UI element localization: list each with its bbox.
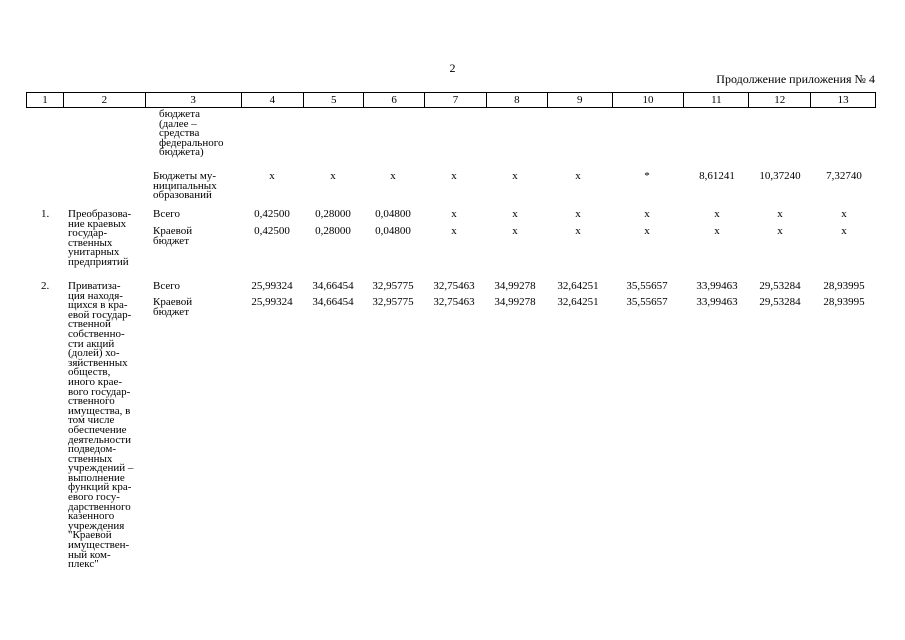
row-name: Приватиза- ция находя- щихся в кра- евой государ- ственной собственно- сти акций (долей) хо- зяйственных обществ, иного крае- вого государ- ственного имущества, в том числе обеспечение деятельности подведом- ственных учреждений – выполнение функций кра- евого госу- дарственного казенного учреждения "Краевой имуществен- ный ком- плекс" — [68, 280, 134, 571]
column-header-6: 6 — [364, 93, 425, 107]
value-cell-col-8: 34,99278 — [494, 296, 536, 308]
value-cell-col-4: 25,99324 — [251, 296, 293, 308]
column-header-9: 9 — [548, 93, 613, 107]
column-header-4: 4 — [242, 93, 305, 107]
value-cell-col-9: x — [575, 225, 581, 237]
row-number: 1. — [41, 208, 50, 220]
row-name: Преобразова- ние краевых государ- ственных унитарных предприятий — [68, 208, 132, 268]
value-cell-col-6: 32,95775 — [372, 280, 414, 292]
value-cell-col-10: * — [644, 170, 650, 182]
source-cell: бюджета (далее – средства федерального бюджета) — [159, 108, 224, 159]
value-cell-col-8: x — [512, 208, 518, 220]
value-cell-col-11: x — [714, 208, 720, 220]
value-cell-col-5: 0,28000 — [315, 225, 351, 237]
value-cell-col-4: 0,42500 — [254, 225, 290, 237]
value-cell-col-7: x — [451, 225, 457, 237]
page-number: 2 — [449, 61, 456, 75]
value-cell-col-9: x — [575, 208, 581, 220]
value-cell-col-13: x — [841, 208, 847, 220]
value-cell-col-10: 35,55657 — [626, 296, 668, 308]
column-header-10: 10 — [613, 93, 685, 107]
column-header-2: 2 — [64, 93, 146, 107]
column-header-12: 12 — [749, 93, 811, 107]
value-cell-col-8: x — [512, 170, 518, 182]
source-cell: Всего — [153, 280, 180, 292]
value-cell-col-8: 34,99278 — [494, 280, 536, 292]
value-cell-col-5: x — [330, 170, 336, 182]
column-header-7: 7 — [425, 93, 487, 107]
column-header-1: 1 — [27, 93, 64, 107]
value-cell-col-13: 28,93995 — [823, 280, 865, 292]
value-cell-col-12: 10,37240 — [759, 170, 801, 182]
value-cell-col-8: x — [512, 225, 518, 237]
value-cell-col-5: 34,66454 — [312, 296, 354, 308]
source-cell: Краевой бюджет — [153, 296, 193, 318]
value-cell-col-7: 32,75463 — [433, 280, 475, 292]
value-cell-col-5: 34,66454 — [312, 280, 354, 292]
value-cell-col-7: x — [451, 208, 457, 220]
value-cell-col-7: 32,75463 — [433, 296, 475, 308]
value-cell-col-11: 33,99463 — [696, 296, 738, 308]
value-cell-col-12: x — [777, 208, 783, 220]
value-cell-col-7: x — [451, 170, 457, 182]
value-cell-col-4: 25,99324 — [251, 280, 293, 292]
value-cell-col-13: 7,32740 — [826, 170, 862, 182]
value-cell-col-9: 32,64251 — [557, 280, 599, 292]
value-cell-col-11: 8,61241 — [699, 170, 735, 182]
value-cell-col-10: 35,55657 — [626, 280, 668, 292]
source-cell: Всего — [153, 208, 180, 220]
column-header-8: 8 — [487, 93, 548, 107]
value-cell-col-12: x — [777, 225, 783, 237]
row-number: 2. — [41, 280, 50, 292]
column-header-5: 5 — [304, 93, 364, 107]
value-cell-col-12: 29,53284 — [759, 280, 801, 292]
value-cell-col-9: 32,64251 — [557, 296, 599, 308]
value-cell-col-6: 0,04800 — [375, 208, 411, 220]
value-cell-col-13: 28,93995 — [823, 296, 865, 308]
column-header-11: 11 — [684, 93, 749, 107]
source-cell: Бюджеты му- ниципальных образований — [153, 170, 217, 202]
value-cell-col-5: 0,28000 — [315, 208, 351, 220]
value-cell-col-11: 33,99463 — [696, 280, 738, 292]
value-cell-col-10: x — [644, 208, 650, 220]
value-cell-col-6: 0,04800 — [375, 225, 411, 237]
source-cell: Краевой бюджет — [153, 225, 193, 247]
table-header-row — [26, 92, 876, 108]
value-cell-col-6: x — [390, 170, 396, 182]
column-header-3: 3 — [146, 93, 242, 107]
value-cell-col-9: x — [575, 170, 581, 182]
value-cell-col-4: 0,42500 — [254, 208, 290, 220]
continuation-caption: Продолжение приложения № 4 — [716, 72, 875, 86]
value-cell-col-6: 32,95775 — [372, 296, 414, 308]
value-cell-col-12: 29,53284 — [759, 296, 801, 308]
value-cell-col-10: x — [644, 225, 650, 237]
value-cell-col-4: x — [269, 170, 275, 182]
value-cell-col-11: x — [714, 225, 720, 237]
value-cell-col-13: x — [841, 225, 847, 237]
column-header-13: 13 — [837, 94, 849, 106]
